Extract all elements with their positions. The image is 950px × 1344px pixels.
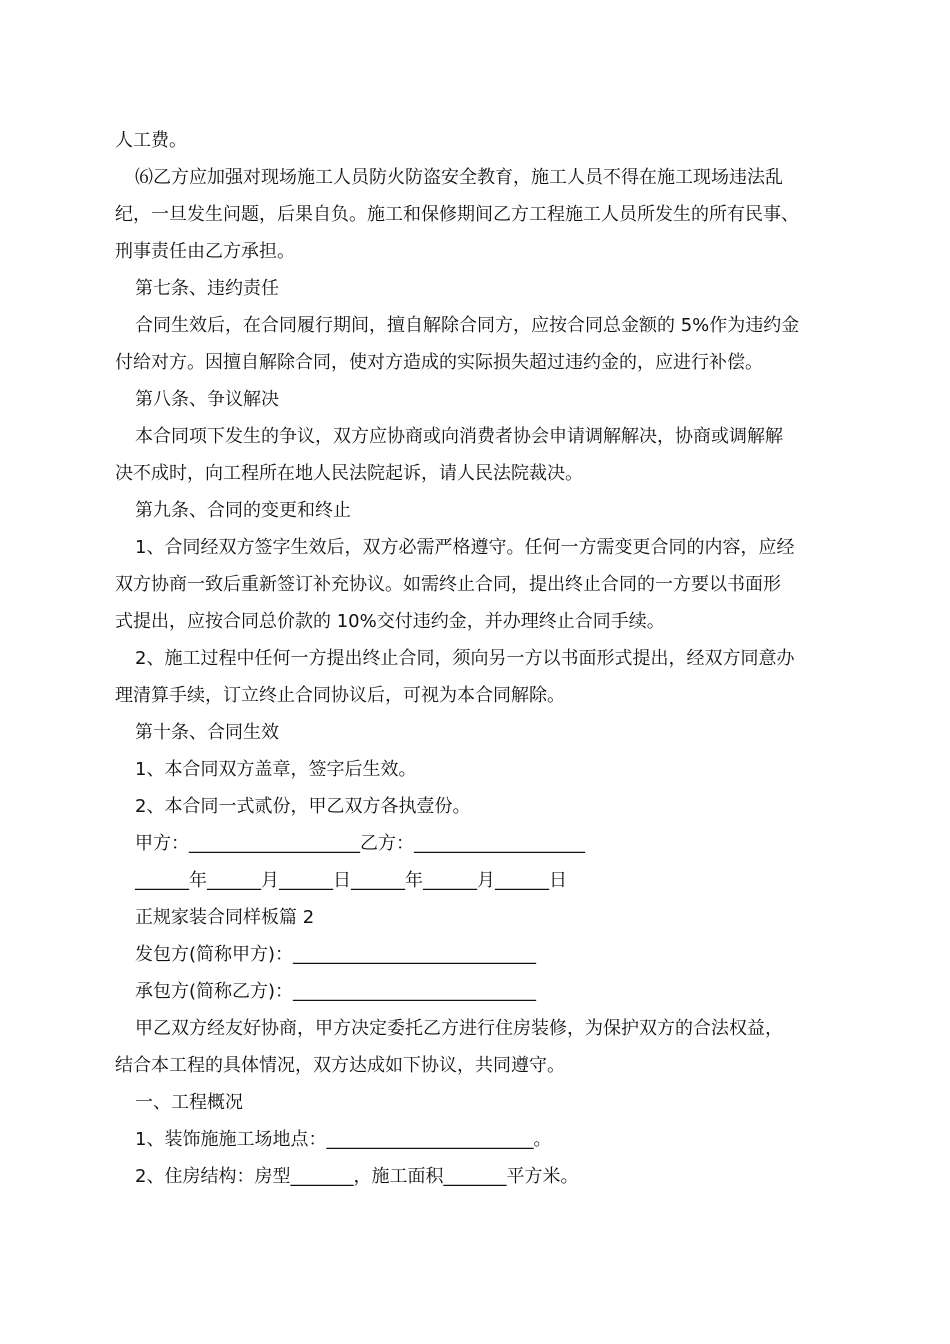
section-heading: 第九条、合同的变更和终止 (135, 500, 351, 521)
text-line: 结合本工程的具体情况，双方达成如下协议，共同遵守。 (115, 1055, 565, 1076)
section-heading: 第十条、合同生效 (135, 722, 279, 743)
document-subtitle: 正规家装合同样板篇 2 (135, 907, 315, 928)
text-line: 双方协商一致后重新签订补充协议。如需终止合同，提出终止合同的一方要以书面形 (115, 574, 781, 595)
text-line: ⑹乙方应加强对现场施工人员防火防盗安全教育，施工人员不得在施工现场违法乱 (135, 167, 783, 188)
text-line: 1、本合同双方盖章，签字后生效。 (135, 759, 417, 780)
text-line: 决不成时，向工程所在地人民法院起诉，请人民法院裁决。 (115, 463, 583, 484)
text-line: 2、施工过程中任何一方提出终止合同，须向另一方以书面形式提出，经双方同意办 (135, 648, 795, 669)
document-body (115, 122, 855, 1195)
text-line: 合同生效后，在合同履行期间，擅自解除合同方，应按合同总金额的 5%作为违约金 (135, 315, 800, 336)
text-line: 1、装饰施施工场地点：_______________________。 (135, 1129, 552, 1150)
text-line: 1、合同经双方签字生效后，双方必需严格遵守。任何一方需变更合同的内容，应经 (135, 537, 795, 558)
section-heading: 第七条、违约责任 (135, 278, 279, 299)
section-heading: 一、工程概况 (135, 1092, 243, 1113)
signature-line: 甲方：___________________乙方：___________________ (135, 833, 585, 854)
section-heading: 第八条、争议解决 (135, 389, 279, 410)
text-line: 本合同项下发生的争议，双方应协商或向消费者协会申请调解解决，协商或调解解 (135, 426, 783, 447)
text-line: 式提出，应按合同总价款的 10%交付违约金，并办理终止合同手续。 (115, 611, 665, 632)
party-a-line: 发包方(简称甲方)：___________________________ (135, 944, 537, 965)
text-line: 付给对方。因擅自解除合同，使对方造成的实际损失超过违约金的，应进行补偿。 (115, 352, 763, 373)
text-line: 甲乙双方经友好协商，甲方决定委托乙方进行住房装修，为保护双方的合法权益， (135, 1018, 783, 1039)
text-line: 纪，一旦发生问题，后果自负。施工和保修期间乙方工程施工人员所发生的所有民事、 (115, 204, 799, 225)
date-line: ______年______月______日______年______月______日 (135, 870, 567, 891)
text-line: 刑事责任由乙方承担。 (115, 241, 295, 262)
text-line: 2、本合同一式贰份，甲乙双方各执壹份。 (135, 796, 471, 817)
text-line: 2、住房结构：房型_______，施工面积_______平方米。 (135, 1166, 579, 1187)
text-line: 人工费。 (115, 130, 187, 151)
party-b-line: 承包方(简称乙方)：___________________________ (135, 981, 537, 1002)
text-line: 理清算手续，订立终止合同协议后，可视为本合同解除。 (115, 685, 565, 706)
